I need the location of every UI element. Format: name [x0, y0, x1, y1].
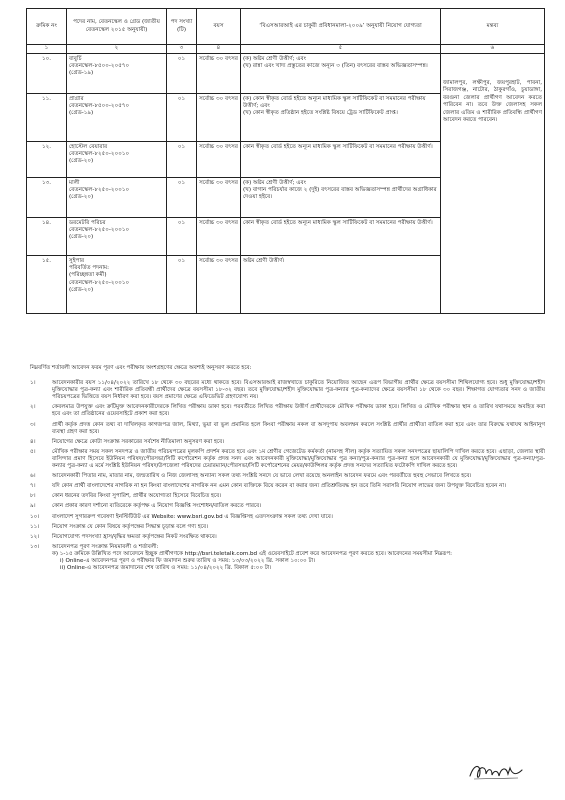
post-name: হোস্টেল বেয়ারার [69, 143, 108, 150]
post-count: ০১ [167, 54, 197, 94]
condition-number: ৬। [30, 473, 36, 480]
conditions-lead: নিম্নবর্ণিত শর্তাবলী আবেদন ফরম পূরণ এবং পরীক্ষায় অংশগ্রহণের ক্ষেত্রে অবশ্যই অনুসরণ করতে হবে: [30, 365, 252, 371]
post-count: ০১ [167, 94, 197, 142]
condition-text: আবেদনকারীর বয়স ১১/০৪/২০২২ তারিখে ১৮ থেকে ৩০ বছরের মধ্যে থাকতে হবে। বিএসআরআই রাজস্বখাতে চাকুরিতে নিয়োজিত আছেন এরূপ বিভাগীয় প্রার্থীর ক্ষেত্রে বয়সসীমা শিথিলযোগ্য হবে। শুধু মুক্তিযোদ্ধা/শহীদ মুক্তিযোদ্ধার পুত্র-কন্যা এবং শারীরিক প্রতিবন্ধী প্রার্থীদের ক্ষেত্রে বয়সসীমা ১৮-৩২ বছর। তবে মুক্তিযোদ্ধা/শহীদ মুক্তিযোদ্ধার পুত্র-কন্যার পুত্র-কন্যাদের ক্ষেত্রে বয়সসীমা ১৮ থেকে ৩০ বছর। শিক্ষাগত যোগ্যতার সনদ ও জাতীয় পরিচয়পত্রের ভিত্তিতে বয়স নির্ধারণ করা হবে। বয়স প্রমাণের ক্ষেত্রে এফিডেভিট গ্রহণযোগ্য নয়। [52, 380, 545, 401]
qualification-line: (খ) বাগান পরিচর্যার কাজে ২ (দুই) বৎসরের বাস্তব অভিজ্ঞতাসম্পন্ন প্রার্থীদের অগ্রাধিকার দেওয়া হইবে। [243, 186, 437, 201]
condition-number: ৩। [30, 421, 36, 428]
post-cell [67, 256, 167, 314]
grade: (গ্রেড-২০) [69, 194, 94, 201]
row-serial: ১৩. [27, 178, 67, 218]
application-start-date: i) Online-এ আবেদনপত্র পূরণ ও পরীক্ষার ফি জমাদান শুরুর তারিখ ও সময়: ১৩/০৩/২০২২ খ্রি. সকাল ১০:০০ টা। [60, 557, 316, 564]
post-name-changed: (পরিচ্ছন্নতা কর্মী) [69, 272, 107, 279]
condition-number: ৪। [30, 438, 36, 445]
grade: (গ্রেড-২০) [69, 234, 94, 241]
column-number: ৬ [441, 45, 545, 54]
condition-number: ১৩। [30, 543, 40, 550]
condition-item [30, 439, 545, 446]
conditions-section [30, 365, 545, 575]
column-number: ১ [27, 45, 67, 54]
row-serial: ১৫. [27, 256, 67, 314]
header-remarks: মন্তব্য [441, 9, 545, 45]
condition-text: মৌখিক পরীক্ষার সময় সকল সনদপত্র ও জাতীয় পরিচয়পত্রের মূলকপি প্রদর্শন করতে হবে এবং ১ম শ্রেণীর গেজেটেড কর্মকর্তা (নামসহ সীল) কর্তৃক সত্যায়িত সকল সনদপত্রের ছায়ালিপি দাখিল করতে হবে। এছাড়া, জেলার স্থায়ী বাসিন্দার প্রমাণ হিসেবে ইউনিয়ন পরিষদ/পৌরসভা/সিটি কর্পোরেশন কর্তৃক প্রদত্ত সনদ এবং আবেদনকারী মুক্তিযোদ্ধা/মুক্তিযোদ্ধার পুত্র কন্যা/পুত্র-কন্যার পুত্র-কন্যা হলে আবেদনকারী যে মুক্তিযোদ্ধা/মুক্তিযোদ্ধার পুত্র-কন্যা/পুত্র-কন্যার পুত্র-কন্যা এ মর্মে সংশ্লিষ্ট ইউনিয়ন পরিষদ/উপজেলা পরিষদের চেয়ারম্যান/পৌরসভা/সিটি কর্পোরেশনের মেয়র/কাউন্সিলর কর্তৃক প্রদত্ত সনদের সত্যায়িত ফটোকপি দাখিল করতে হবে। [52, 448, 545, 470]
condition-text: কোন ধরনের তদবির কিংবা সুপারিশ, প্রার্থীর অযোগ্যতা হিসেবে বিবেচিত হবে। [52, 493, 222, 500]
post-name: ডরমেটরি পরিচর [69, 219, 106, 226]
age-limit: সর্বোচ্চ ৩০ বৎসর [197, 142, 241, 178]
condition-number: ১২। [30, 533, 40, 540]
column-number-row [27, 45, 545, 54]
qualification-cell [241, 218, 441, 256]
post-name: সুইপার [69, 257, 85, 264]
post-count: ০১ [167, 142, 197, 178]
condition-item [30, 524, 545, 531]
column-number: ২ [67, 45, 167, 54]
grade: (গ্রেড-১৯) [69, 110, 94, 117]
condition-text: নিয়োগ সংক্রান্ত যে কোন বিষয়ে কর্তৃপক্ষের সিদ্ধান্ত চূড়ান্ত বলে গণ্য হবে। [52, 523, 209, 530]
grade: (গ্রেড-২০) [69, 287, 94, 293]
post-cell [67, 94, 167, 142]
post-cell [67, 218, 167, 256]
condition-item [30, 534, 545, 541]
post-name: বাবুর্চি [69, 55, 82, 62]
condition-item [30, 514, 545, 521]
age-limit: সর্বোচ্চ ৩০ বৎসর [197, 178, 241, 218]
condition-text: নিয়োগযোগ্য পদসংখ্যা হ্রাস/বৃদ্ধির ক্ষমতা কর্তৃপক্ষের নিকট সংরক্ষিত থাকবে। [52, 533, 217, 540]
row-serial: ১২. [27, 142, 67, 178]
condition-item [30, 422, 545, 436]
condition-item [30, 449, 545, 470]
row-serial: ১১. [27, 94, 67, 142]
table-row [27, 54, 545, 94]
condition-text: কোন প্রকার কারণ দর্শানো ব্যতিরেকে কর্তৃপক্ষ এ নিয়োগ বিজ্ঞপ্তি সংশোধন/বাতিল করতে পারবে। [52, 503, 262, 510]
header-count: পদ সংখ্যা (টি) [167, 9, 197, 45]
qualification-cell [241, 54, 441, 94]
application-end-date: ii) Online-এ আবেদনপত্র জমাদানের শেষ তারিখ ও সময়: ১১/০৪/২০২২ খ্রি. বিকাল ৫:০০ টা। [60, 565, 272, 572]
qualification-line: (ক) কোন স্বীকৃত বোর্ড হইতে অন্যূন মাধ্যমিক স্কুল সার্টিফিকেট বা সমমানের পরীক্ষায় উত্তীর্ণ; এবং [243, 95, 426, 109]
qualification-line: (ক) অষ্টম শ্রেণী উত্তীর্ণ; এবং [243, 55, 307, 62]
condition-item [30, 544, 545, 572]
header-serial: ক্রমিক নং [27, 9, 67, 45]
pay-scale: বেতনস্কেল-৮২৫০-২০০১০ [69, 226, 130, 233]
condition-item [30, 493, 545, 500]
condition-text: আবেদনপত্র পূরণ সংক্রান্ত নিয়মাবলী ও শর্তাবলী: [52, 543, 159, 550]
condition-text: নিয়োগের ক্ষেত্রে কোটা সংক্রান্ত সরকারের সর্বশেষ নীতিমালা অনুসরণ করা হবে। [52, 438, 225, 445]
qualification-line: (খ) রান্না এবং খাদ্য প্রস্তুতের কাজে অন্যূন ৩ (তিন) বৎসরের বাস্তব অভিজ্ঞতাসম্পন্ন। [243, 62, 428, 69]
age-limit: সর্বোচ্চ ৩০ বৎসর [197, 54, 241, 94]
condition-item [30, 503, 545, 510]
condition-number: ১। [30, 380, 36, 387]
signature-image [466, 758, 526, 784]
qualification-cell [241, 94, 441, 142]
condition-item [30, 404, 545, 418]
condition-item [30, 483, 545, 490]
qualification-line: অষ্টম শ্রেণী উত্তীর্ণ। [243, 257, 285, 264]
condition-number: ৭। [30, 483, 36, 490]
age-limit: সর্বোচ্চ ৩০ বৎসর [197, 218, 241, 256]
header-age: বয়স [197, 9, 241, 45]
column-number: ৩ [167, 45, 197, 54]
qualification-cell [241, 178, 441, 218]
age-limit: সর্বোচ্চ ৩০ বৎসর [197, 256, 241, 314]
table-header-row [27, 9, 545, 45]
column-number: ৪ [197, 45, 241, 54]
qualification-line: কোন স্বীকৃত বোর্ড হইতে অন্যূন মাধ্যমিক স্কুল সার্টিফিকেট বা সমমানের পরীক্ষায় উত্তীর্ণ। [243, 219, 433, 226]
column-number: ৫ [241, 45, 441, 54]
qualification-line: কোন স্বীকৃত বোর্ড হইতে অন্যূন মাধ্যমিক স্কুল সার্টিফিকেট বা সমমানের পরীক্ষায় উত্তীর্ণ। [243, 143, 433, 150]
condition-number: ৫। [30, 448, 36, 455]
row-serial: ১০. [27, 54, 67, 94]
condition-item [30, 380, 545, 401]
remarks-cell: জামালপুর, লক্ষীপুর, জয়পুরহাট, পাবনা, সিরাজগঞ্জ, নাটোর, ঠাকুরগাঁও, চুয়াডাঙ্গা, বরগুনা জেলার প্রার্থীগণ আবেদন করতে পারিবেন না। তবে উক্ত জেলাসহ সকল জেলার এতিম ও শারীরিক প্রতিবন্ধি প্রার্থীগণ আবেদন করতে পারবেন। [441, 54, 545, 314]
condition-text-website: বাংলাদেশ সুগারক্রপ গবেষণা ইনস্টিটিউট এর Website: www.bsri.gov.bd এ বিজ্ঞপ্তিসহ এতদসংক্রান্ত সকল তথ্য দেখা যাবে। [52, 513, 333, 520]
post-name-changed-label: পরিবর্তিত পদনাম: [69, 264, 110, 271]
grade: (গ্রেড-১৯) [69, 70, 94, 77]
pay-scale: বেতনস্কেল-৮২৫০-২০০১০ [69, 279, 130, 286]
condition-number: ১১। [30, 523, 40, 530]
condition-number: ১০। [30, 513, 40, 520]
vacancy-table [26, 8, 545, 314]
condition-number: ৮। [30, 493, 36, 500]
qualification-line: (খ) কোন স্বীকৃত প্রতিষ্ঠান হইতে সংশ্লিষ্ট বিষয়ে ট্রেড সার্টিফিকেট প্রাপ্ত। [243, 110, 398, 117]
post-name: মালী [69, 179, 80, 186]
pay-scale: বেতনস্কেল-৮৫০০-২০৫৭০ [69, 62, 130, 69]
qualification-cell [241, 142, 441, 178]
header-qualification: ‘বিএসআরআই এর চাকুরী প্রবিধানমালা-২০০৯’ অনুযায়ী নিয়োগ যোগ্যতা [241, 9, 441, 45]
post-count: ০১ [167, 218, 197, 256]
post-cell [67, 142, 167, 178]
pay-scale: বেতনস্কেল-৮২৫০-২০০১০ [69, 150, 130, 157]
qualification-line: (ক) অষ্টম শ্রেণী উত্তীর্ণ; এবং [243, 179, 307, 186]
condition-text: প্রার্থী কর্তৃক প্রদত্ত কোন তথ্য বা দাখিলকৃত কাগজপত্র জাল, মিথ্যা, ভুয়া বা ভুল প্রমানিত হলে কিংবা পরীক্ষায় নকল বা অসদুপায় অবলম্বন করলে সংশ্লিষ্ট প্রার্থীর প্রার্থীতা বাতিল করা হবে এবং তার বিরুদ্ধে যথাযথ আইনানুগ ব্যবস্থা গ্রহণ করা হবে। [52, 421, 545, 435]
condition-item [30, 473, 545, 480]
pay-scale: বেতনস্কেল-৮২৫০-২০০১০ [69, 186, 130, 193]
condition-text: কেবলমাত্র উপযুক্ত এবং ক্রটিমুক্ত আবেদনকারীদেরকে লিখিত পরীক্ষায় ডাকা হবে। পরবর্তীতে লিখিত পরীক্ষায় উত্তীর্ণ প্রার্থীদেরকে মৌখিক পরীক্ষায় ডাকা হবে। লিখিত ও মৌখিক পরীক্ষার স্থান ও তারিখ যথাসময়ে অবহিত করা হবে এবং তা প্রতিষ্ঠানের ওয়েবসাইটে প্রকাশ করা হবে। [52, 404, 545, 418]
header-post: পদের নাম, বেতনস্কেল ও গ্রেড (জাতীয় বেতনস্কেল ২০১৫ অনুযায়ী) [67, 9, 167, 45]
post-cell [67, 54, 167, 94]
pay-scale: বেতনস্কেল-৮৫০০-২০৫৭০ [69, 102, 130, 109]
condition-number: ২। [30, 404, 36, 411]
condition-number: ৯। [30, 503, 36, 510]
post-count: ০১ [167, 256, 197, 314]
row-serial: ১৪. [27, 218, 67, 256]
post-cell [67, 178, 167, 218]
application-instruction: ক) ১-১৫ ক্রমিকে উল্লিখিত পদে আবেদনে ইচ্ছুক প্রার্থীগণকে http://bsri.teletalk.com.bd এই ওয়েবসাইটে প্রবেশ করে আবেদনপত্র পূরণ করতে হবে। আবেদনের সময়সীমা নিম্নরূপ: [52, 550, 452, 557]
post-name: প্রাগ্রার [69, 95, 84, 102]
condition-text: আবেদনকারী পিতার নাম, মাতার নাম, জন্মতারিখ ও নিজ জেলাসহ অন্যান্য সকল তথ্য সংশ্লিষ্ট সনদে যে ভাবে লেখা রয়েছে অনলাইন আবেদন ফরমে এবং পরবর্তীতে হুবহু সেভাবে লিখতে হবে। [52, 473, 472, 480]
grade: (গ্রেড-২০) [69, 158, 94, 165]
condition-text: যদি কোন প্রার্থী বাংলাদেশের নাগরিক না হন কিংবা বাংলাদেশের নাগরিক নন এমন কোন ব্যক্তিকে বিয়ে করেন বা করার জন্য প্রতিশ্রুতিবদ্ধ হন তবে তিনি সরাসরি নিয়োগ লাভের জন্য উপযুক্ত বিবেচিত হবেন না। [52, 483, 507, 490]
qualification-cell [241, 256, 441, 314]
age-limit: সর্বোচ্চ ৩০ বৎসর [197, 94, 241, 142]
post-count: ০১ [167, 178, 197, 218]
